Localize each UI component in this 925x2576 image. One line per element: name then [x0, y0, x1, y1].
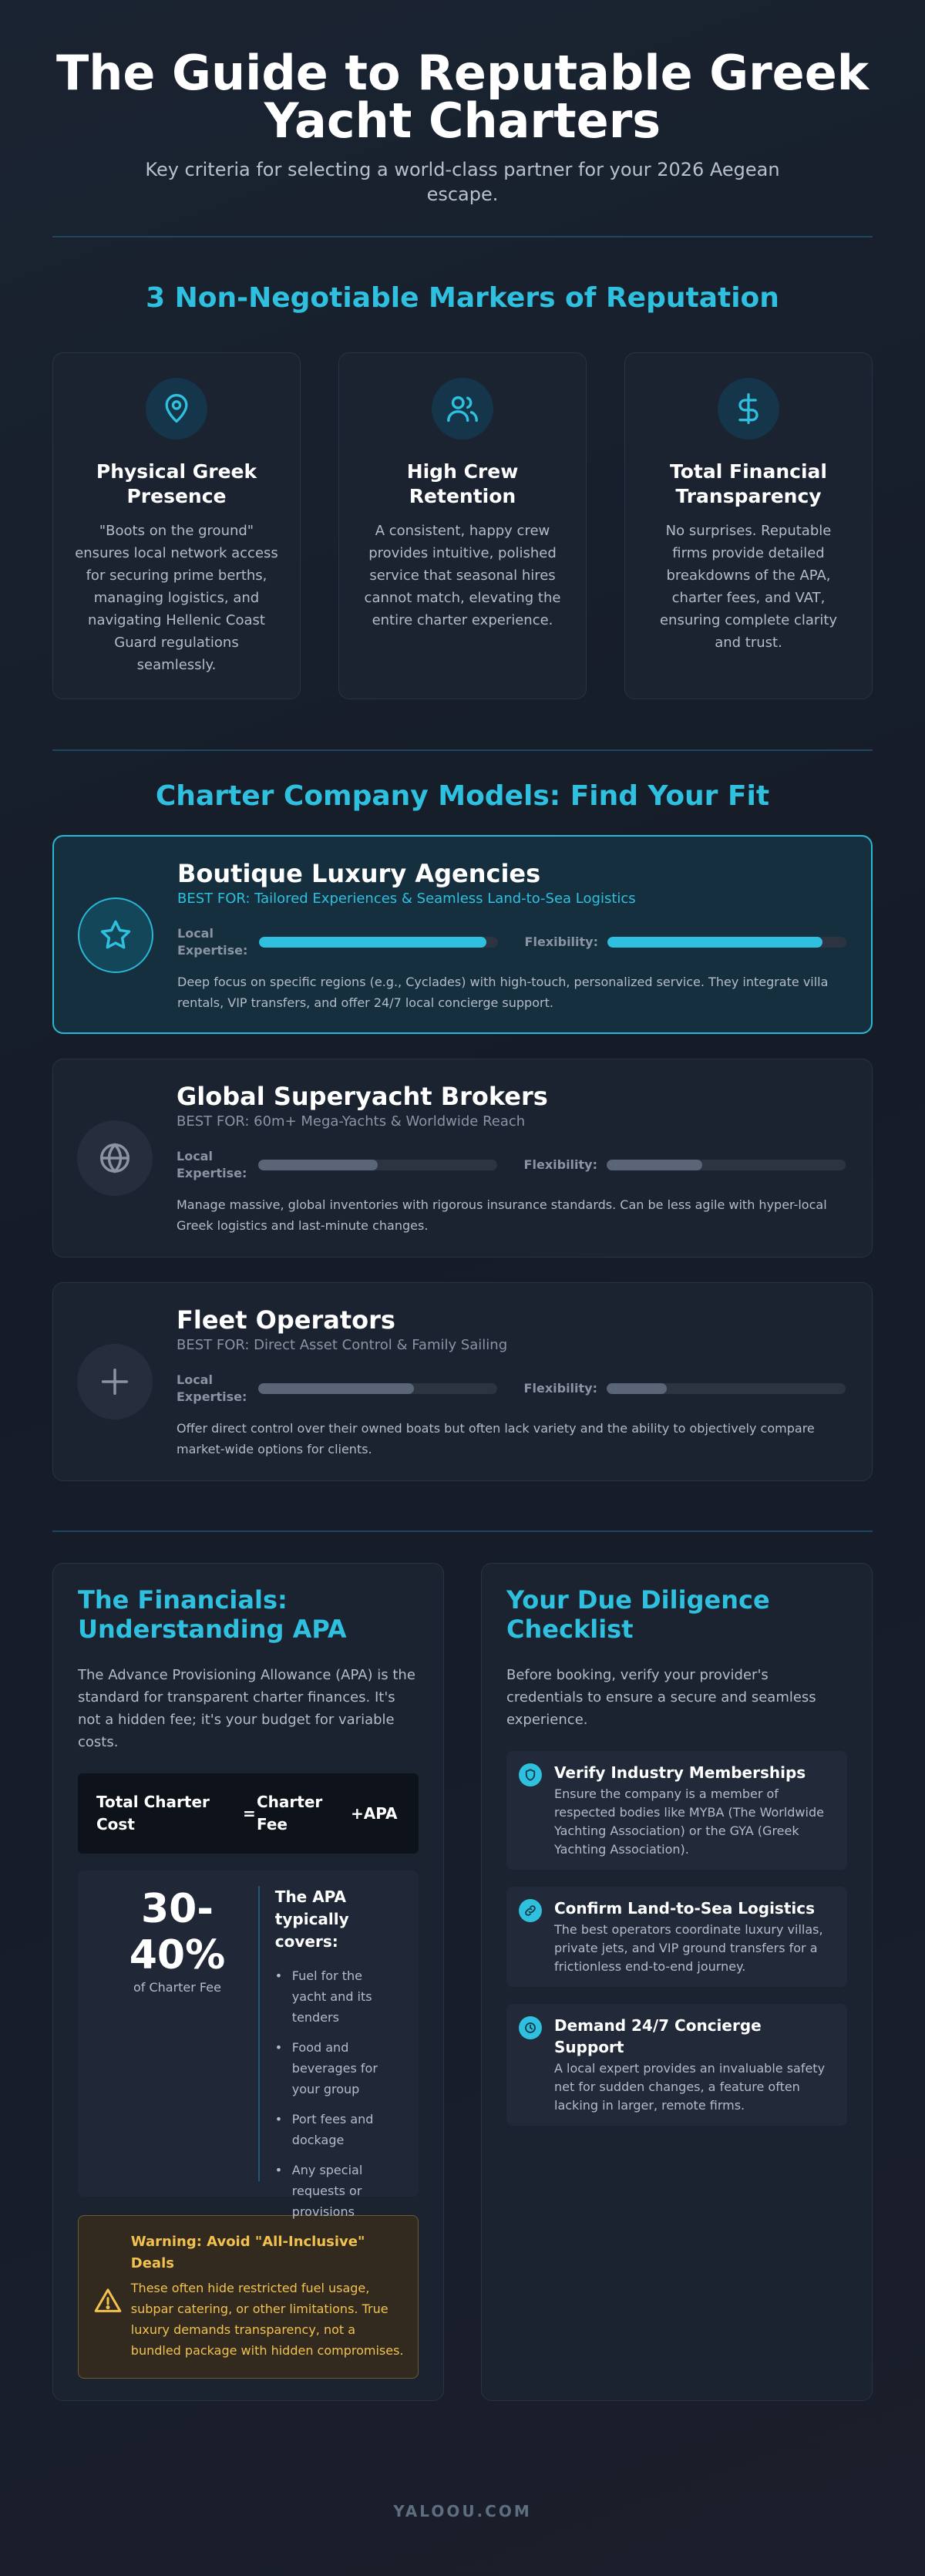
marker-text: A consistent, happy crew provides intuitive, polished service that seasonal hires cannot match, elevating the entire charter experience.: [364, 523, 561, 628]
dollar-icon: [718, 378, 779, 439]
markers-heading: 3 Non-Negotiable Markers of Reputation: [146, 282, 779, 314]
divider: [52, 1530, 873, 1532]
page-title: The Guide to Reputable Greek Yacht Charters: [56, 45, 870, 149]
marker-text: No surprises. Reputable firms provide detailed breakdowns of the APA, charter fees, and VAT, ensuring complete clarity and trust.: [659, 523, 838, 651]
formula-fee: Charter Fee: [257, 1793, 323, 1834]
financials-panel: [52, 1563, 444, 2401]
financials-heading: The Financials: Understanding APA: [78, 1585, 347, 1644]
apa-formula: [78, 1773, 419, 1854]
checklist-item-text: Ensure the company is a member of respected bodies like MYBA (The Worldwide Yachting Association) or the GYA (Greek Yachting Association).: [554, 1786, 824, 1857]
model-best-for: BEST FOR: 60m+ Mega-Yachts & Worldwide Reach: [177, 1113, 526, 1130]
checklist-item-text: A local expert provides an invaluable safety net for sudden changes, a feature often lacking in larger, remote firms.: [554, 2061, 826, 2113]
local-expertise-label: Local Expertise:: [177, 926, 248, 958]
models-heading: Charter Company Models: Find Your Fit: [155, 780, 770, 812]
divider: [52, 236, 873, 237]
model-best-for: BEST FOR: Tailored Experiences & Seamless Land-to-Sea Logistics: [177, 891, 636, 907]
list-item: • Port fees and dockage: [275, 2109, 400, 2150]
users-icon: [432, 378, 493, 439]
warning-icon: [92, 2231, 131, 2362]
map-pin-icon: [146, 378, 207, 439]
bottom-panels: [52, 1563, 873, 2401]
markers-grid: [52, 352, 873, 699]
model-best-for: BEST FOR: Direct Asset Control & Family Sailing: [177, 1337, 508, 1353]
local-expertise-fill: [259, 937, 486, 948]
model-ratings: [177, 1148, 847, 1182]
marker-text: "Boots on the ground" ensures local network access for securing prime berths, managing logistics, and navigating Hellenic Coast Guard regulations seamlessly.: [75, 523, 278, 673]
model-ratings: [177, 1372, 847, 1406]
flexibility-fill: [607, 937, 822, 948]
local-expertise-label: Local Expertise:: [177, 1149, 247, 1180]
local-expertise-bar: [258, 1160, 497, 1170]
marker-title: High Crew Retention: [406, 460, 519, 507]
local-expertise-fill: [258, 1160, 378, 1170]
model-title: Boutique Luxury Agencies: [177, 859, 541, 888]
model-ratings: [177, 925, 846, 959]
list-item: • Any special requests or provisions: [275, 2160, 400, 2222]
flexibility-bar: [607, 937, 846, 948]
warning-title: Warning: Avoid "All-Inclusive" Deals: [130, 2234, 365, 2271]
apa-percentage: [96, 1886, 258, 2181]
checklist-item-content: [554, 2015, 835, 2115]
checklist-heading: Your Due Diligence Checklist: [506, 1585, 770, 1644]
checklist-item: [506, 1887, 847, 1987]
flexibility-fill: [607, 1383, 667, 1394]
checklist-item: [506, 2004, 847, 2126]
star-icon: [78, 897, 153, 973]
checklist-item-title: Demand 24/7 Concierge Support: [554, 2016, 762, 2056]
apa-covers-list: [275, 1965, 400, 2222]
list-item: • Fuel for the yacht and its tenders: [275, 1965, 400, 2028]
page-subtitle: Key criteria for selecting a world-class partner for your 2026 Aegean escape.: [145, 159, 780, 205]
checklist-item-text: The best operators coordinate luxury villas, private jets, and VIP ground transfers for a frictionless end-to-end journey.: [554, 1922, 823, 1974]
flexibility-fill: [607, 1160, 702, 1170]
shield-icon: [519, 1763, 542, 1786]
marker-card-greek-presence: [52, 352, 301, 699]
apa-stat-box: [78, 1871, 419, 2219]
model-card-boutique: [52, 835, 873, 1034]
formula-total: Total Charter Cost: [96, 1793, 210, 1834]
flexibility-label: Flexibility:: [523, 1157, 597, 1172]
model-card-global-brokers: [52, 1059, 873, 1258]
model-description: Manage massive, global inventories with rigorous insurance standards. Can be less agile with hyper-local Greek logistics and last-minute changes.: [177, 1197, 827, 1233]
flexibility-bar: [607, 1383, 846, 1394]
flexibility-bar: [607, 1160, 846, 1170]
model-description: Offer direct control over their owned boats but often lack variety and the ability to objectively compare market-wide options for clients.: [177, 1421, 815, 1456]
list-item: • Food and beverages for your group: [275, 2037, 400, 2100]
local-expertise-bar: [258, 1383, 497, 1394]
model-title: Global Superyacht Brokers: [177, 1082, 548, 1111]
local-expertise-fill: [258, 1383, 414, 1394]
flexibility-label: Flexibility:: [523, 1381, 597, 1396]
marker-card-crew-retention: [338, 352, 587, 699]
checklist-item-title: Confirm Land-to-Sea Logistics: [554, 1899, 816, 1918]
clock-icon: [519, 2016, 542, 2039]
local-expertise-bar: [259, 937, 498, 948]
warning-text: These often hide restricted fuel usage, subpar catering, or other limitations. True luxury demands transparency, not a bundled package with hidden compromises.: [130, 2281, 404, 2358]
divider: [52, 749, 873, 751]
formula-equals: =: [243, 1803, 256, 1823]
financials-lead: The Advance Provisioning Allowance (APA) is the standard for transparent charter finances. It's not a hidden fee; it's your budget for variable costs.: [78, 1667, 415, 1750]
marker-title: Physical Greek Presence: [96, 460, 257, 507]
model-card-fleet-operators: [52, 1282, 873, 1481]
formula-apa: +APA: [351, 1803, 398, 1823]
footer-brand: YALOOU.COM: [393, 2502, 532, 2520]
apa-covers: [274, 1886, 400, 2219]
stat-divider: [258, 1886, 260, 2181]
plus-icon: [77, 1344, 153, 1419]
link-icon: [519, 1899, 542, 1922]
apa-covers-heading: The APA typically covers:: [274, 1887, 349, 1951]
local-expertise-label: Local Expertise:: [177, 1372, 247, 1404]
marker-card-financial-transparency: [624, 352, 873, 699]
warning-box: [78, 2215, 419, 2379]
warning-content: [131, 2231, 404, 2362]
model-description: Deep focus on specific regions (e.g., Cyclades) with high-touch, personalized service. They integrate villa rentals, VIP transfers, and offer 24/7 local concierge support.: [177, 975, 829, 1010]
checklist-item-content: [554, 1897, 835, 1976]
checklist-item-content: [554, 1762, 835, 1859]
apa-percentage-caption: of Charter Fee: [133, 1980, 221, 1995]
checklist-lead: Before booking, verify your provider's credentials to ensure a secure and seamless experience.: [506, 1667, 816, 1728]
checklist-item: [506, 1751, 847, 1870]
flexibility-label: Flexibility:: [524, 934, 598, 949]
checklist-item-title: Verify Industry Memberships: [554, 1763, 806, 1782]
model-title: Fleet Operators: [177, 1305, 395, 1335]
globe-icon: [77, 1120, 153, 1196]
apa-percentage-value: 30-40%: [129, 1886, 226, 1978]
marker-title: Total Financial Transparency: [670, 460, 827, 507]
checklist-panel: [481, 1563, 873, 2401]
